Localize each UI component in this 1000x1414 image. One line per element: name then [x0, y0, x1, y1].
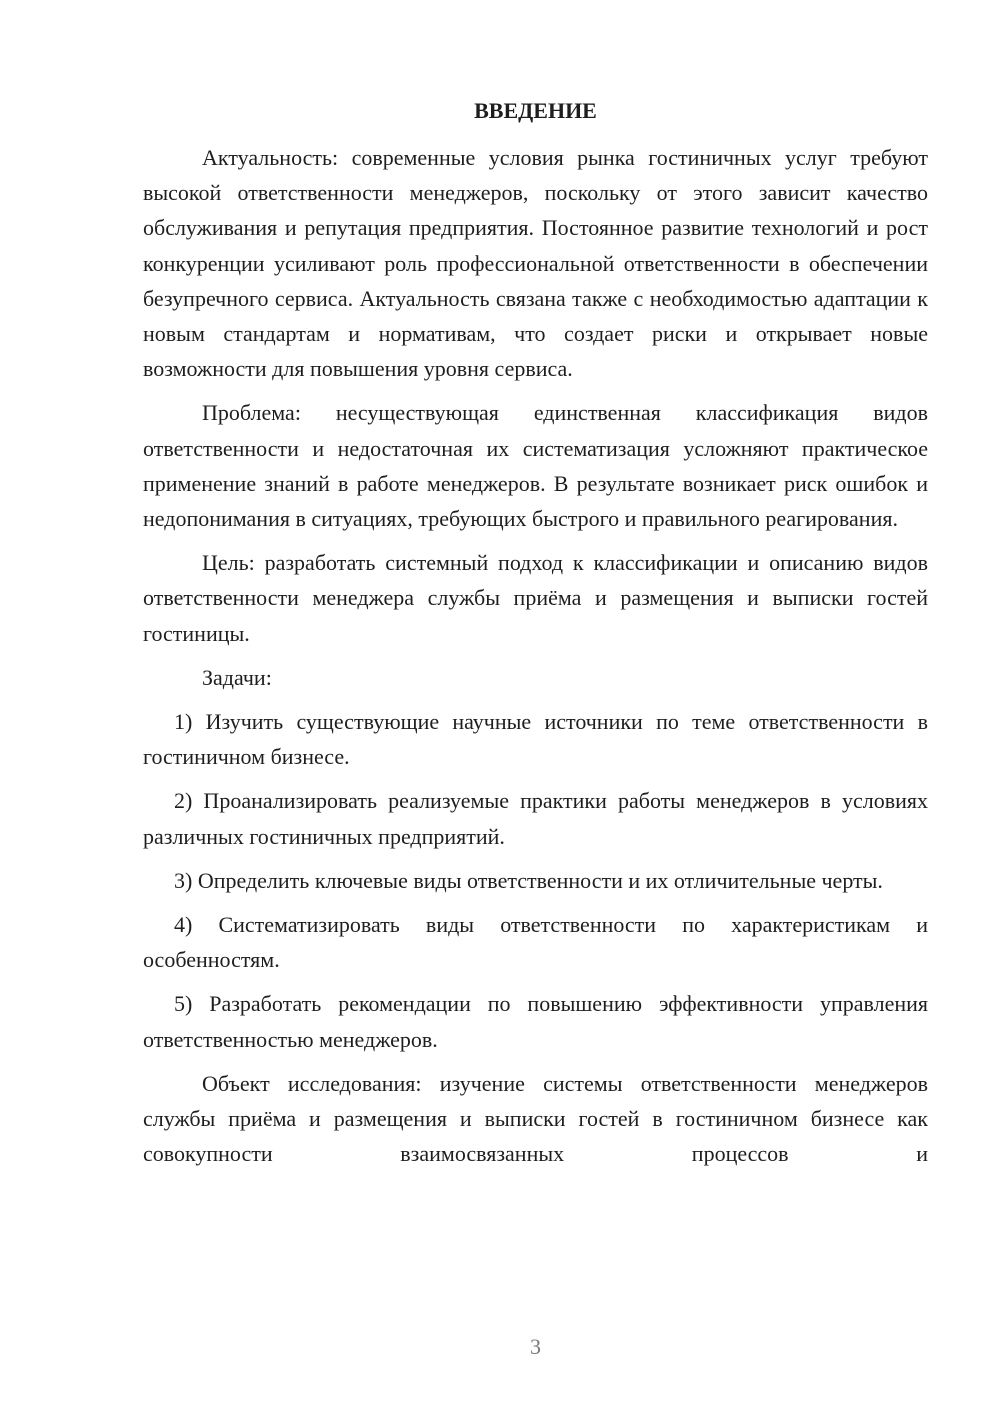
task-item-1: 1) Изучить существующие научные источники по теме ответственности в гостиничном бизнесе. [143, 709, 928, 770]
section-heading: ВВЕДЕНИЕ [474, 98, 597, 123]
task-item-3: 3) Определить ключевые виды ответственности и их отличительные черты. [174, 867, 883, 893]
page-number: 3 [530, 1334, 541, 1359]
task-item-5: 5) Разработать рекомендации по повышению эффективности управления ответственностью менеджеров. [143, 991, 928, 1052]
goal-paragraph: Цель: разработать системный подход к классификации и описанию видов ответственности менеджера службы приёма и размещения и выписки гостей гостиницы. [143, 550, 928, 646]
object-paragraph: Объект исследования: изучение системы ответственности менеджеров службы приёма и размещения и выписки гостей в гостиничном бизнесе как совокупности взаимосвязанных процессов и [143, 1070, 928, 1167]
problem-paragraph: Проблема: несуществующая единственная классификация видов ответственности и недостаточная их систематизация усложняют практическое применение знаний в работе менеджеров. В результате возникает риск ошибок и недопонимания в ситуациях, требующих быстрого и правильного реагирования. [143, 400, 928, 532]
task-item-2: 2) Проанализировать реализуемые практики работы менеджеров в условиях различных гостиничных предприятий. [143, 788, 928, 849]
task-item-4: 4) Систематизировать виды ответственности по характеристикам и особенностям. [143, 912, 928, 973]
page-content [143, 96, 928, 1180]
tasks-heading: Задачи: [202, 664, 272, 690]
relevance-paragraph: Актуальность: современные условия рынка гостиничных услуг требуют высокой ответственности менеджеров, поскольку от этого зависит качество обслуживания и репутация предприятия. Постоянное развитие технологий и рост конкуренции усиливают роль профессиональной ответственности в обеспечении безупречного сервиса. Актуальность связана также с необходимостью адаптации к новым стандартам и нормативам, что создает риски и открывает новые возможности для повышения уровня сервиса. [143, 145, 928, 382]
